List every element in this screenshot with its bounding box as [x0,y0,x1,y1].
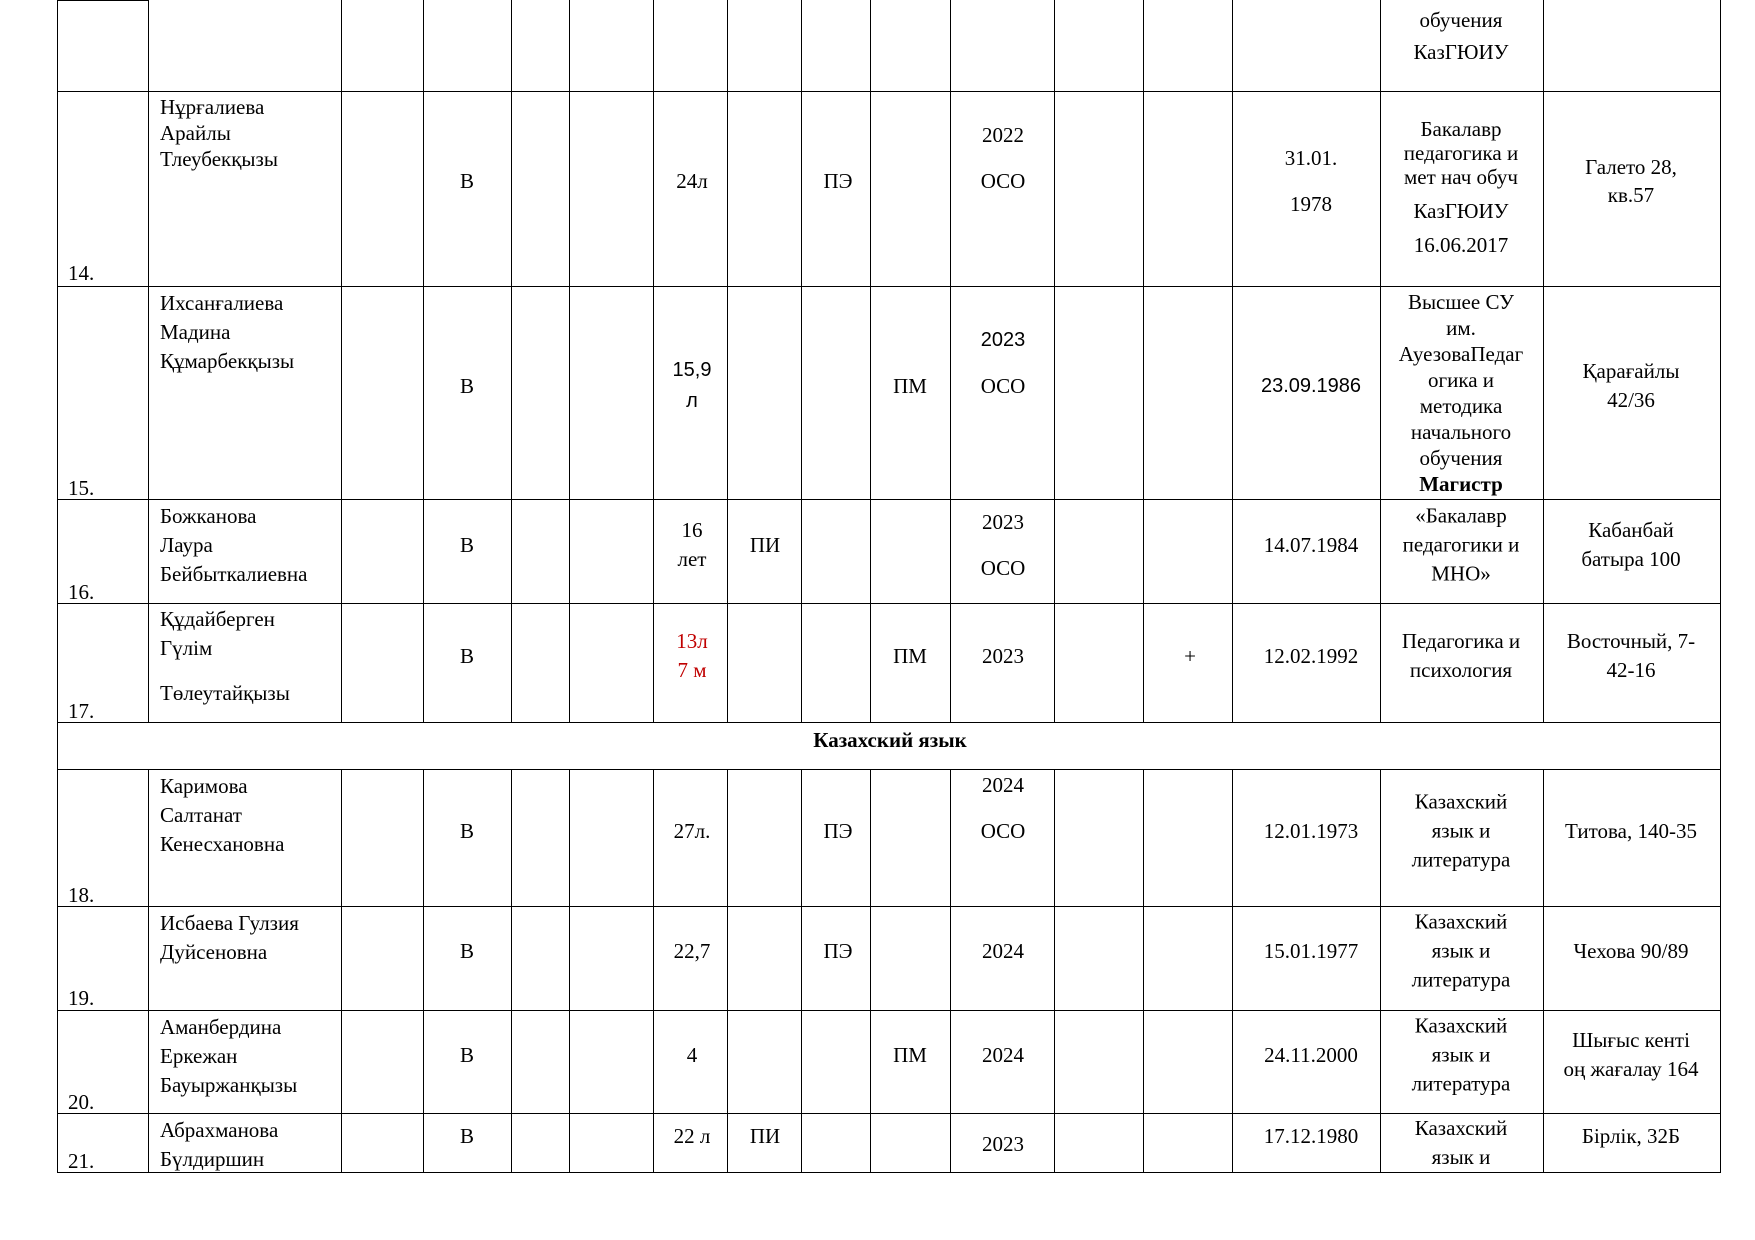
course-year-cell: 2022 ОСО [980,123,1026,193]
row-number: 15. [68,476,95,500]
address-cell: Восточный, 7- 42-16 [1566,629,1696,682]
category-cell: В [459,939,475,963]
table-border [569,769,570,1173]
pm-category: ПМ [893,1043,927,1067]
table-border [1143,769,1144,1173]
teacher-name: Абрахманова Бүлдиршин [160,1118,279,1171]
experience-cell: 27л. [673,819,711,843]
education-cell: Казахский язык и литература [1411,909,1511,992]
row-number: 21. [68,1149,95,1173]
experience-cell: 22 л [673,1124,711,1148]
pi-category: ПИ [749,1124,781,1148]
table-border [801,0,802,723]
birth-date-cell: 31.01. 1978 [1284,146,1338,216]
education-cell: Педагогика и психология [1401,629,1521,682]
table-border [511,769,512,1173]
experience-cell: 13л 7 м [676,629,708,682]
birth-date-cell: 12.01.1973 [1263,819,1359,843]
table-border [950,769,951,1173]
table-border [727,769,728,1173]
experience-cell: 4 [686,1043,698,1067]
education-cell: «Бакалавр педагогики и МНО» [1402,503,1520,586]
education-cell: Казахский язык и литература [1411,1013,1511,1096]
table-border [57,603,1721,604]
row-number: 17. [68,699,95,723]
table-border [1380,769,1381,1173]
row-number: 19. [68,986,95,1010]
section-heading: Казахский язык [813,728,967,752]
address-cell: Бірлік, 32Б [1581,1124,1681,1148]
category-cell: В [459,819,475,843]
course-year-cell: 2023 [982,1132,1024,1156]
course-year-cell: 2024 [982,939,1024,963]
course-year-cell: 2023 [982,644,1024,668]
education-cell: Бакалавр педагогика и мет нач обуч КазГЮИУ 16.06.2017 [1403,117,1519,257]
table-border [1232,0,1233,723]
category-cell: В [459,169,475,193]
course-year-cell: 2023 ОСО [980,329,1026,398]
table-border [1543,0,1544,723]
table-border [870,769,871,1173]
education-cell: обучения КазГЮИУ [1413,8,1509,64]
education-cell: Казахский язык и [1414,1116,1508,1169]
table-border [653,0,654,723]
address-cell: Кабанбай батыра 100 [1581,518,1681,571]
teacher-name: Каримова Салтанат Кенесхановна [160,774,285,856]
table-border [1054,769,1055,1173]
address-cell: Титова, 140-35 [1565,819,1697,843]
table-border [870,0,871,723]
course-year-cell: 2024 [982,1043,1024,1067]
table-border [653,769,654,1173]
pm-category: ПМ [893,374,927,398]
category-cell: В [459,1124,475,1148]
table-border [341,769,342,1173]
table-border [57,1172,1721,1173]
table-border [801,769,802,1173]
birth-date-cell: 15.01.1977 [1263,939,1359,963]
table-border [511,0,512,723]
table-border [57,91,1721,92]
table-border [1543,769,1544,1173]
table-border [950,0,951,723]
birth-date-cell: 17.12.1980 [1263,1124,1359,1148]
teacher-name: Божканова Лаура Бейбыткалиевна [160,504,308,586]
row-number: 14. [68,261,95,285]
address-cell: Чехова 90/89 [1573,939,1689,963]
table-border [569,0,570,723]
address-cell: Қарағайлы 42/36 [1582,359,1680,412]
birth-date-cell: 23.09.1986 [1260,375,1362,397]
course-year-cell: 2023 ОСО [980,510,1026,580]
table-border [57,286,1721,287]
birth-date-cell: 12.02.1992 [1263,644,1359,668]
birth-date-cell: 14.07.1984 [1263,533,1359,557]
table-border [148,0,149,723]
pe-category: ПЭ [823,819,853,843]
education-cell: Высшее СУ им. АуезоваПедаг огика и методика начального обучения Магистр [1398,290,1524,496]
table-border [1720,0,1721,1173]
experience-cell: 16 лет [677,518,707,571]
address-cell: Шығыс кенті оң жағалау 164 [1563,1028,1699,1081]
row-number: 16. [68,580,95,604]
experience-cell: 22,7 [673,939,711,963]
teacher-name: Аманбердина Еркежан Бауыржанқызы [160,1015,298,1097]
pm-category: ПМ [893,644,927,668]
education-cell: Казахский язык и литература [1411,789,1511,872]
row-number: 20. [68,1090,95,1114]
table-border [57,0,148,1]
pi-category: ПИ [749,533,781,557]
category-cell: В [459,533,475,557]
teacher-name: Нұрғалиева Арайлы Тлеубекқызы [160,95,278,171]
table-border [57,499,1721,500]
teacher-name: Құдайберген Гүлім Төлеутайқызы [160,607,290,705]
table-border [1054,0,1055,723]
teacher-name: Ихсанғалиева Мадина Құмарбекқызы [160,291,295,373]
teacher-name: Исбаева Гулзия Дуйсеновна [160,911,299,964]
category-cell: В [459,374,475,398]
category-cell: В [459,644,475,668]
table-border [57,0,58,1173]
row-number: 18. [68,883,95,907]
table-border [423,769,424,1173]
table-border [341,0,342,723]
category-cell: В [459,1043,475,1067]
table-border [57,722,1721,723]
experience-cell: 15,9 л [672,359,712,412]
table-border [57,769,1721,770]
table-border [1232,769,1233,1173]
table-border [1143,0,1144,723]
address-cell: Галето 28, кв.57 [1585,155,1677,207]
pe-category: ПЭ [823,939,853,963]
experience-cell: 24л [676,169,708,193]
pe-category: ПЭ [823,169,853,193]
table-border [148,769,149,1173]
course-year-cell: 2024 ОСО [980,773,1026,843]
table-border [1380,0,1381,723]
plus-mark: + [1184,644,1196,668]
table-border [423,0,424,723]
birth-date-cell: 24.11.2000 [1264,1043,1358,1067]
table-border [727,0,728,723]
